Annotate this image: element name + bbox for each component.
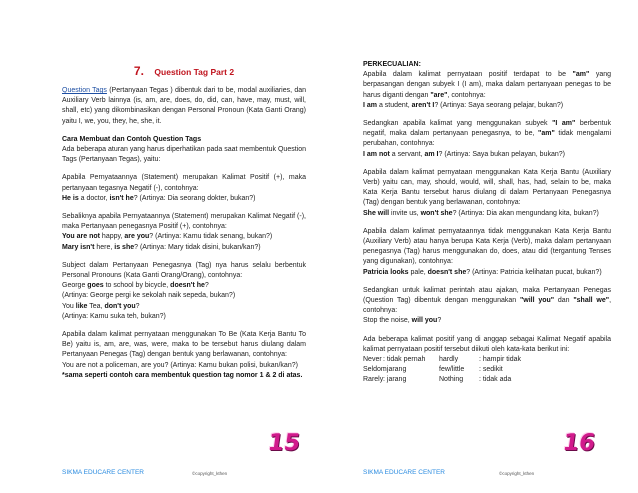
section-title [62,64,306,78]
word-meaning: : jarang [383,366,407,374]
rule-2: Sebaliknya apabila Pernyataannya (Statement) merupakan Kalimat Negatif (-), maka Pertanyaan penegasnya Positif (+), contohnya: You are not happy, are you? (Artinya: Kamu tidak senang, bukan?) Mary isn't here, is she? (Artinya: Mary tidak disini, bukan/kan?) [62,213,306,251]
rule-3: Subject dalam Pertanyaan Penegasnya (Tag) nya harus selalu berbentuk Personal Pronouns (Kata Ganti Orang/Orang), contohnya: George goes to school by bicycle, doesn't he? (Artinya: George pergi ke sekolah naik sepeda, bukan?) You like Tea, don't you? (Artinya: Kamu suka teh, bukan?) [62,261,306,320]
title-number: 7. [133,64,144,78]
word-meaning: : sedikit [479,366,503,374]
word-meaning: : hampir tidak [479,356,522,364]
word: few/little [439,366,465,374]
howto-paragraph: Cara Membuat dan Contoh Question Tags Ada beberapa aturan yang harus diperhatikan pada saat membentuk Question Tags (Pertanyaan Tegas), yaitu: [62,135,306,164]
word-meaning: : tidak pernah [383,356,426,364]
page-number: 15 [266,430,302,456]
word: Never [363,356,382,364]
left-column [62,86,306,389]
negative-words-table [363,355,611,386]
word: Rarely [363,376,384,384]
negative-words-paragraph: Ada beberapa kalimat positif yang di anggap sebagai Kalimat Negatif apabila kalimat pernyataan positif tersebut diikuti oleh kata-kata berikut ini: [363,335,611,353]
page-16 [319,0,638,493]
word: Seldom [363,366,387,374]
footer-brand: SIKMA EDUCARE CENTER [363,469,445,476]
verb-paragraph: Apabila dalam kalimat pernyataannya tidak menggunakan Kata Kerja Bantu (Auxiliary Verb) atau hanya berupa Kata Kerja (Verb), maka dalam pertanyaan penegasnya (Tag) harus menggunakan do, does, atau did (tergantung Tenses yang digunakan), contohnya: Patricia looks pale, doesn't she? (Artinya: Patricia kelihatan pucat, bukan?) [363,227,611,276]
copyright: ©copyright_kthen [192,471,228,476]
exception-paragraph: PERKECUALIAN: Apabila dalam kalimat pernyataan positif terdapat to be "am" yang berpasangan dengan subyek I (I am), maka dalam pertanyaan penegas to be harus diganti dengan "are", contohnya: I am a student, aren't I? (Artinya: Saya seorang pelajar, bukan?) [363,61,611,109]
auxiliary-paragraph: Apabila dalam kalimat pernyataan menggunakan Kata Kerja Bantu (Auxiliary Verb) yaitu can, may, should, would, will, shall, has, had, selain to be, maka Kata Kerja Bantu tersebut harus diulang di dalam Pertanyaan Penegasnya (Tag) dengan bentuk yang berlawanan, contohnya: She will invite us, won't she? (Artinya: Dia akan mengundang kita, bukan?) [363,168,611,217]
page-number: 16 [561,430,597,456]
rule-1: Apabila Pernyataannya (Statement) merupakan Kalimat Positif (+), maka pertanyaan tegasnya Negatif (-), contohnya: He is a doctor, isn't he? (Artinya: Dia seorang dokter, bukan?) [62,174,306,202]
word: hardly [439,356,459,364]
imperative-paragraph: Sedangkan untuk kalimat perintah atau ajakan, maka Pertanyaan Penegas (Question Tag) dibentuk dengan menggunakan "will you" dan "shall we", contohnya: Stop the noise, will you? [363,286,612,325]
right-column [363,60,611,386]
copyright: ©copyright_kthen [499,471,535,476]
negative-i-am-paragraph: Sedangkan apabila kalimat yang menggunakan subyek "I am" berbentuk negatif, maka dalam pertanyaan penegasnya, to be, "am" tidak mengalami perubahan, contohnya: I am not a servant, am I? (Artinya: Saya bukan pelayan, bukan?) [363,120,611,158]
rule-4: Apabila dalam kalimat pernyataan menggunakan To Be (Kata Kerja Bantu To Be) yaitu is, am, are, was, were, maka to be tersebut harus diulang dalam Pertanyaan Penegas (Tag) dengan bentuk yang berlawanan, contohnya: You are not a policeman, are you? (Artinya: Kamu bukan polisi, bukan/kan?) *sama seperti contoh cara membentuk question tag nomor 1 & 2 di atas. [62,331,306,379]
footer-brand: SIKMA EDUCARE CENTER [62,469,144,476]
intro-paragraph: Question Tags (Pertanyaan Tegas ) dibentuk dari to be, modal auxiliaries, dan Auxiliary Verb lainnya (is, am, are, does, do, did, can, have, may, must, will, shall, etc) yang dikombinasikan dengan Personal Pronoun (Kata Ganti Orang) yaitu I, we, you, they, he, she, it. [62,87,307,125]
word: Nothing [439,376,464,384]
word-meaning: : jarang [383,376,407,384]
word-meaning: : tidak ada [479,376,512,384]
title-text: Question Tag Part 2 [154,67,235,77]
